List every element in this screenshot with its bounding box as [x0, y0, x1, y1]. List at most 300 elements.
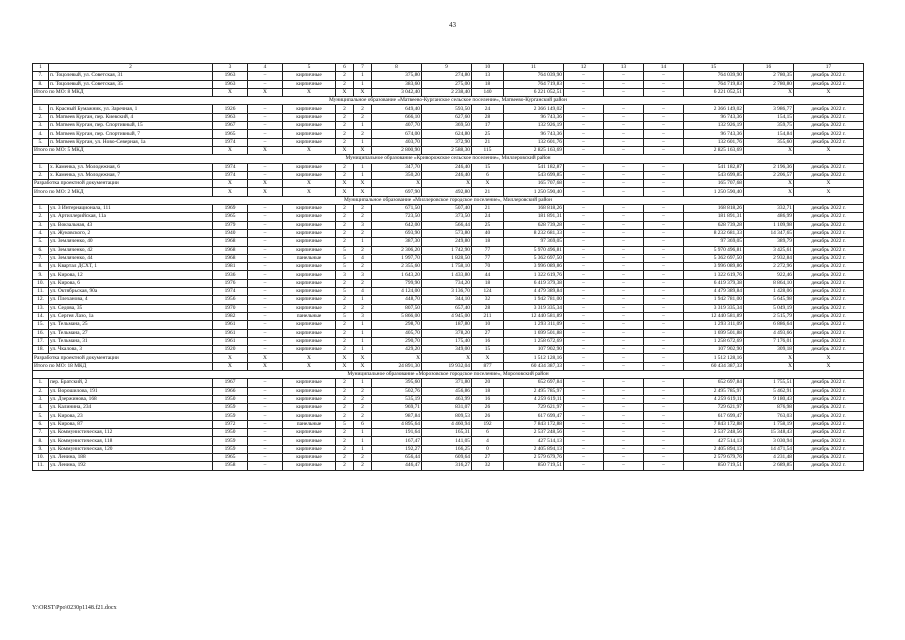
table-row [33, 122, 864, 130]
table-cell: 1 428,06 [744, 288, 794, 296]
table-cell: декабрь 2022 г. [794, 105, 864, 113]
table-cell: 1958 [213, 462, 248, 470]
table-cell: – [644, 188, 684, 196]
table-cell: 3. [33, 122, 49, 130]
table-cell: – [604, 180, 644, 188]
table-cell: декабрь 2022 г. [794, 221, 864, 229]
table-cell: – [248, 263, 283, 271]
table-cell: 2 [336, 229, 354, 237]
table-cell: X [248, 354, 283, 362]
table-row [33, 163, 864, 171]
table-cell: декабрь 2022 г. [794, 395, 864, 403]
table-cell: декабрь 2022 г. [794, 329, 864, 337]
table-cell: 15. [33, 321, 49, 329]
table-cell: 1965 [213, 130, 248, 138]
table-cell: 3. [33, 221, 49, 229]
table-cell: 132 601,76 [504, 138, 564, 146]
table-cell: 1 [354, 429, 372, 437]
table-cell: пер. Братский, 2 [49, 379, 213, 387]
table-cell: 132 926,19 [504, 122, 564, 130]
table-cell: 427 514,13 [684, 437, 744, 445]
table-cell: панельные [283, 254, 336, 262]
table-cell: 165 707,68 [504, 180, 564, 188]
table-cell: 1920 [213, 346, 248, 354]
table-cell: 4 479 389,84 [684, 288, 744, 296]
table-cell: 2 238,40 [422, 88, 472, 96]
table-cell: 723,50 [372, 213, 422, 221]
table-row [33, 221, 864, 229]
table-cell: – [564, 229, 604, 237]
table-cell: декабрь 2022 г. [794, 412, 864, 420]
table-cell: – [564, 354, 604, 362]
table-cell: 3 986,77 [744, 105, 794, 113]
table-cell: 2 [336, 404, 354, 412]
table-cell: 1 [354, 445, 372, 453]
table-cell: 8. [33, 263, 49, 271]
table-cell: 10. [33, 453, 49, 461]
table-cell: – [248, 254, 283, 262]
table-cell: – [604, 437, 644, 445]
table-cell: п. Матвеев Курган, пер. Киевский, 4 [49, 113, 213, 121]
section-row [33, 97, 864, 105]
table-cell: – [644, 180, 684, 188]
table-row [33, 138, 864, 146]
table-cell: 922,46 [744, 271, 794, 279]
table-cell: – [644, 321, 684, 329]
table-cell: – [604, 238, 644, 246]
table-cell: 5 049,19 [744, 304, 794, 312]
table-cell: – [644, 445, 684, 453]
table-row [33, 113, 864, 121]
table-cell: декабрь 2022 г. [794, 296, 864, 304]
table-cell: – [644, 238, 684, 246]
table-cell: 249,80 [422, 238, 472, 246]
table-cell: 1974 [213, 171, 248, 179]
table-cell: 14 471,54 [744, 445, 794, 453]
table-cell: 1968 [213, 238, 248, 246]
table-cell: 316,27 [422, 462, 472, 470]
table-cell: 9. [33, 445, 49, 453]
table-cell: ул. Артиллерийская, 11а [49, 213, 213, 221]
table-cell: 456,86 [422, 387, 472, 395]
table-cell: X [336, 146, 354, 154]
table-cell: – [604, 130, 644, 138]
table-cell: х. Каменка, ул. Молодежная, 7 [49, 171, 213, 179]
table-cell: 2 495 785,97 [504, 387, 564, 395]
table-cell: – [604, 88, 644, 96]
table-cell: 1963 [213, 80, 248, 88]
table-cell: – [564, 453, 604, 461]
table-cell: 6 [354, 420, 372, 428]
table-cell: 96 743,36 [504, 130, 564, 138]
table-cell: – [604, 213, 644, 221]
table-cell: 2 579 679,76 [504, 453, 564, 461]
table-cell: – [644, 221, 684, 229]
table-cell: X [744, 354, 794, 362]
table-cell: п. Тоцолевый, ул. Советская, 31 [49, 72, 213, 80]
table-cell: 969,71 [372, 404, 422, 412]
table-cell: 8 232 681,33 [684, 229, 744, 237]
table-cell: 1 [354, 138, 372, 146]
table-cell: – [644, 429, 684, 437]
table-cell: 132 926,19 [684, 122, 744, 130]
table-cell: 4. [33, 229, 49, 237]
table-cell: 5 970 496,81 [504, 246, 564, 254]
table-cell: 1 942 781,00 [504, 296, 564, 304]
table-row [33, 72, 864, 80]
table-cell: X [794, 146, 864, 154]
table-cell: декабрь 2022 г. [794, 420, 864, 428]
table-cell: 1 512 128,16 [684, 354, 744, 362]
table-cell: – [644, 296, 684, 304]
table-cell: 1967 [213, 379, 248, 387]
table-cell: – [644, 130, 684, 138]
table-cell: 2 [336, 387, 354, 395]
table-cell: декабрь 2022 г. [794, 453, 864, 461]
table-cell: ул. Кирова, 6 [49, 279, 213, 287]
table-cell: – [604, 263, 644, 271]
table-cell: – [248, 304, 283, 312]
table-cell: 359,75 [744, 122, 794, 130]
table-cell: декабрь 2022 г. [794, 279, 864, 287]
table-row [33, 80, 864, 88]
table-cell: 1950 [213, 429, 248, 437]
table-cell: 2 [336, 213, 354, 221]
table-cell: – [644, 163, 684, 171]
table-cell: 21 [472, 138, 504, 146]
table-cell: 541 182,87 [504, 163, 564, 171]
table-cell: 1 942 781,00 [684, 296, 744, 304]
table-cell: декабрь 2022 г. [794, 246, 864, 254]
table-cell: X [794, 362, 864, 370]
table-cell: 1 699 501,88 [504, 329, 564, 337]
table-cell: 2 306,20 [372, 246, 422, 254]
table-cell: 627,60 [422, 113, 472, 121]
table-cell: 5 362 697,50 [684, 254, 744, 262]
table-cell: 1. [33, 205, 49, 213]
total-row [33, 354, 864, 362]
table-cell: 4 460,94 [422, 420, 472, 428]
table-cell: 1 293 311,09 [504, 321, 564, 329]
table-cell: X [744, 146, 794, 154]
table-cell: 6 [472, 171, 504, 179]
table-cell: – [564, 288, 604, 296]
table-cell: – [644, 312, 684, 320]
table-cell: – [644, 254, 684, 262]
table-cell: 1 [354, 346, 372, 354]
table-cell: 507,40 [422, 205, 472, 213]
table-cell: 1 322 619,76 [684, 271, 744, 279]
table-cell: 4 124,00 [372, 288, 422, 296]
table-cell: – [564, 362, 604, 370]
table-cell: – [644, 122, 684, 130]
table-cell: 2. [33, 387, 49, 395]
table-cell: 3 136,70 [422, 288, 472, 296]
table-cell: – [604, 354, 644, 362]
table-cell: – [564, 180, 604, 188]
table-cell: 1940 [213, 229, 248, 237]
table-cell: кирпичные [283, 437, 336, 445]
table-cell: – [248, 171, 283, 179]
table-cell: 876,98 [744, 404, 794, 412]
table-cell: X [283, 188, 336, 196]
table-cell: – [604, 321, 644, 329]
table-cell: 6 [472, 429, 504, 437]
table-cell: кирпичные [283, 72, 336, 80]
table-cell: – [564, 312, 604, 320]
table-cell: 28 [472, 113, 504, 121]
table-cell: 0 [472, 445, 504, 453]
table-cell: 2 [336, 429, 354, 437]
table-cell: декабрь 2022 г. [794, 437, 864, 445]
table-cell: – [564, 337, 604, 345]
table-cell: кирпичные [283, 113, 336, 121]
table-cell: панельные [283, 420, 336, 428]
table-cell: – [604, 395, 644, 403]
table-cell: 831,07 [422, 404, 472, 412]
table-cell: 60 434 387,33 [504, 362, 564, 370]
table-cell: – [564, 296, 604, 304]
table-cell: – [644, 412, 684, 420]
table-row [33, 105, 864, 113]
table-cell: 2 [354, 105, 372, 113]
table-cell: – [604, 453, 644, 461]
table-cell: п. Матвеев Курган, пер. Спортивный, 15 [49, 122, 213, 130]
table-cell: 2 405 894,13 [504, 445, 564, 453]
table-cell: 1 [354, 80, 372, 88]
table-cell: 1 [354, 437, 372, 445]
table-cell: 1959 [213, 437, 248, 445]
table-cell: 1981 [213, 263, 248, 271]
table-cell: – [248, 321, 283, 329]
table-cell: 181 891,31 [504, 213, 564, 221]
table-cell: 5 [336, 288, 354, 296]
table-cell: 8 232 681,33 [504, 229, 564, 237]
header-cell: 3 [213, 64, 248, 72]
table-cell: 1 433,80 [422, 271, 472, 279]
table-cell: 734,20 [422, 279, 472, 287]
table-cell: 2 272,96 [744, 263, 794, 271]
table-cell: 192,27 [372, 445, 422, 453]
table-cell: 2 [336, 171, 354, 179]
table-cell: 27 [472, 329, 504, 337]
table-cell: 2 [336, 238, 354, 246]
table-cell: кирпичные [283, 288, 336, 296]
table-cell: X [248, 180, 283, 188]
table-cell: – [604, 271, 644, 279]
capital-repair-table [32, 63, 864, 471]
table-cell: 11. [33, 462, 49, 470]
table-cell: – [564, 279, 604, 287]
table-cell: п. Матвеев Курган, ул. Ново-Северная, 1а [49, 138, 213, 146]
table-cell: 1 [354, 163, 372, 171]
table-cell: – [248, 445, 283, 453]
table-cell: декабрь 2022 г. [794, 346, 864, 354]
table-cell: 2 689,85 [744, 462, 794, 470]
table-cell: 5 [336, 263, 354, 271]
table-cell: 2 206,57 [744, 171, 794, 179]
table-row [33, 387, 864, 395]
table-cell: – [564, 246, 604, 254]
table-header-row [33, 64, 864, 72]
table-cell: кирпичные [283, 138, 336, 146]
section-title: Муниципальное образование «Матвеево-Курганское сельское поселение», Матвеево-Курганский район [33, 97, 864, 105]
table-cell: 11. [33, 288, 49, 296]
table-cell: 3 [354, 271, 372, 279]
table-cell: 165 707,68 [684, 180, 744, 188]
table-cell: 70 [472, 263, 504, 271]
table-cell: – [564, 122, 604, 130]
table-cell: – [564, 462, 604, 470]
table-cell: 4 [472, 437, 504, 445]
table-cell: 181 891,31 [684, 213, 744, 221]
table-cell: декабрь 2022 г. [794, 288, 864, 296]
table-cell: 1. [33, 379, 49, 387]
table-cell: 2 [336, 395, 354, 403]
table-cell: 1 258 672,69 [684, 337, 744, 345]
table-cell: 16. [33, 329, 49, 337]
table-cell: кирпичные [283, 213, 336, 221]
table-cell: 1 250 590,40 [684, 188, 744, 196]
table-cell: 3 [354, 312, 372, 320]
table-cell: 12 440 581,89 [504, 312, 564, 320]
table-cell: 3 319 335,34 [504, 304, 564, 312]
table-cell: декабрь 2022 г. [794, 72, 864, 80]
table-cell: X [248, 188, 283, 196]
table-cell: 2 537 248,56 [504, 429, 564, 437]
table-cell: 3 996 089,86 [504, 263, 564, 271]
table-cell: – [248, 163, 283, 171]
table-cell: 1 742,90 [422, 246, 472, 254]
table-cell: 764 039,90 [504, 72, 564, 80]
table-cell: 350,20 [372, 171, 422, 179]
table-cell: 1 643,20 [372, 271, 422, 279]
table-cell: – [248, 453, 283, 461]
table-cell: ул. Тельмана, 25 [49, 321, 213, 329]
table-cell: 14 347,65 [744, 229, 794, 237]
table-cell: – [644, 354, 684, 362]
table-cell: 4 895,64 [372, 420, 422, 428]
table-cell: 502,76 [372, 387, 422, 395]
table-cell: 2. [33, 113, 49, 121]
table-cell: X [283, 362, 336, 370]
table-cell: – [248, 437, 283, 445]
table-cell: 2 825 163,69 [504, 146, 564, 154]
table-cell: 3 030,94 [744, 437, 794, 445]
table-cell: 1976 [213, 279, 248, 287]
table-cell: 21 [472, 205, 504, 213]
total-label: Разработка проектной документации [33, 354, 213, 362]
table-cell: 1 [354, 296, 372, 304]
table-cell: 97 369,05 [504, 238, 564, 246]
table-cell: – [564, 412, 604, 420]
table-cell: 5 [336, 254, 354, 262]
table-cell: п. Тоцолевый, ул. Советская, 35 [49, 80, 213, 88]
table-cell: 657,40 [422, 304, 472, 312]
table-row [33, 279, 864, 287]
table-cell: кирпичные [283, 105, 336, 113]
table-cell: X [354, 362, 372, 370]
table-cell: 2 [354, 387, 372, 395]
file-path-footer: Y:\ORST\Ppo\0230p1148.f21.docx [32, 605, 117, 611]
table-row [33, 412, 864, 420]
table-cell: 3 042,40 [372, 88, 422, 96]
table-cell: 2 [336, 279, 354, 287]
table-cell: 77 [472, 254, 504, 262]
table-cell: X [213, 354, 248, 362]
table-cell: 26 [472, 404, 504, 412]
table-cell: 165,31 [422, 429, 472, 437]
table-cell: 4. [33, 404, 49, 412]
table-cell: 1970 [213, 304, 248, 312]
table-cell: – [604, 221, 644, 229]
table-cell: кирпичные [283, 453, 336, 461]
table-cell: ул. Кирова, 23 [49, 412, 213, 420]
table-row [33, 205, 864, 213]
table-cell: – [564, 213, 604, 221]
table-cell: 2 [336, 321, 354, 329]
table-cell: ул. Тельмана, 31 [49, 337, 213, 345]
table-cell: 1959 [213, 412, 248, 420]
table-cell: – [644, 395, 684, 403]
table-cell: 5 970 496,81 [684, 246, 744, 254]
table-cell: декабрь 2022 г. [794, 138, 864, 146]
table-cell: X [283, 146, 336, 154]
header-cell: 13 [604, 64, 644, 72]
table-cell: – [644, 113, 684, 121]
table-cell: декабрь 2022 г. [794, 337, 864, 345]
table-cell: – [644, 263, 684, 271]
table-cell: – [604, 404, 644, 412]
table-cell: кирпичные [283, 122, 336, 130]
table-cell: – [248, 329, 283, 337]
table-cell: декабрь 2022 г. [794, 238, 864, 246]
table-cell: – [644, 379, 684, 387]
table-row [33, 171, 864, 179]
table-cell: – [564, 321, 604, 329]
table-cell: – [564, 205, 604, 213]
table-cell: 1 [354, 329, 372, 337]
table-row [33, 271, 864, 279]
table-cell: – [564, 88, 604, 96]
table-cell: ул. Кирова, 87 [49, 420, 213, 428]
table-cell: X [744, 180, 794, 188]
table-cell: 26 [472, 412, 504, 420]
table-cell: X [794, 88, 864, 96]
table-cell: 649,40 [372, 105, 422, 113]
table-cell: 371,80 [422, 379, 472, 387]
table-cell: – [604, 246, 644, 254]
table-cell: – [604, 445, 644, 453]
table-cell: 666,10 [372, 113, 422, 121]
table-cell: – [564, 130, 604, 138]
table-cell: 192 [472, 420, 504, 428]
table-cell: ул. Чкалова, 3 [49, 346, 213, 354]
table-cell: – [248, 229, 283, 237]
table-cell: 1 [354, 72, 372, 80]
table-cell: 6 221 052,51 [684, 88, 744, 96]
table-cell: 349,00 [422, 346, 472, 354]
table-cell: ул. Вокзальная, 43 [49, 221, 213, 229]
table-cell: 2 405 894,13 [684, 445, 744, 453]
table-row [33, 229, 864, 237]
table-cell: 2 [336, 337, 354, 345]
table-cell: 407,70 [372, 122, 422, 130]
table-cell: – [564, 437, 604, 445]
table-cell: 1 258 672,69 [504, 337, 564, 345]
table-cell: – [604, 229, 644, 237]
table-cell: 2 932,84 [744, 254, 794, 262]
